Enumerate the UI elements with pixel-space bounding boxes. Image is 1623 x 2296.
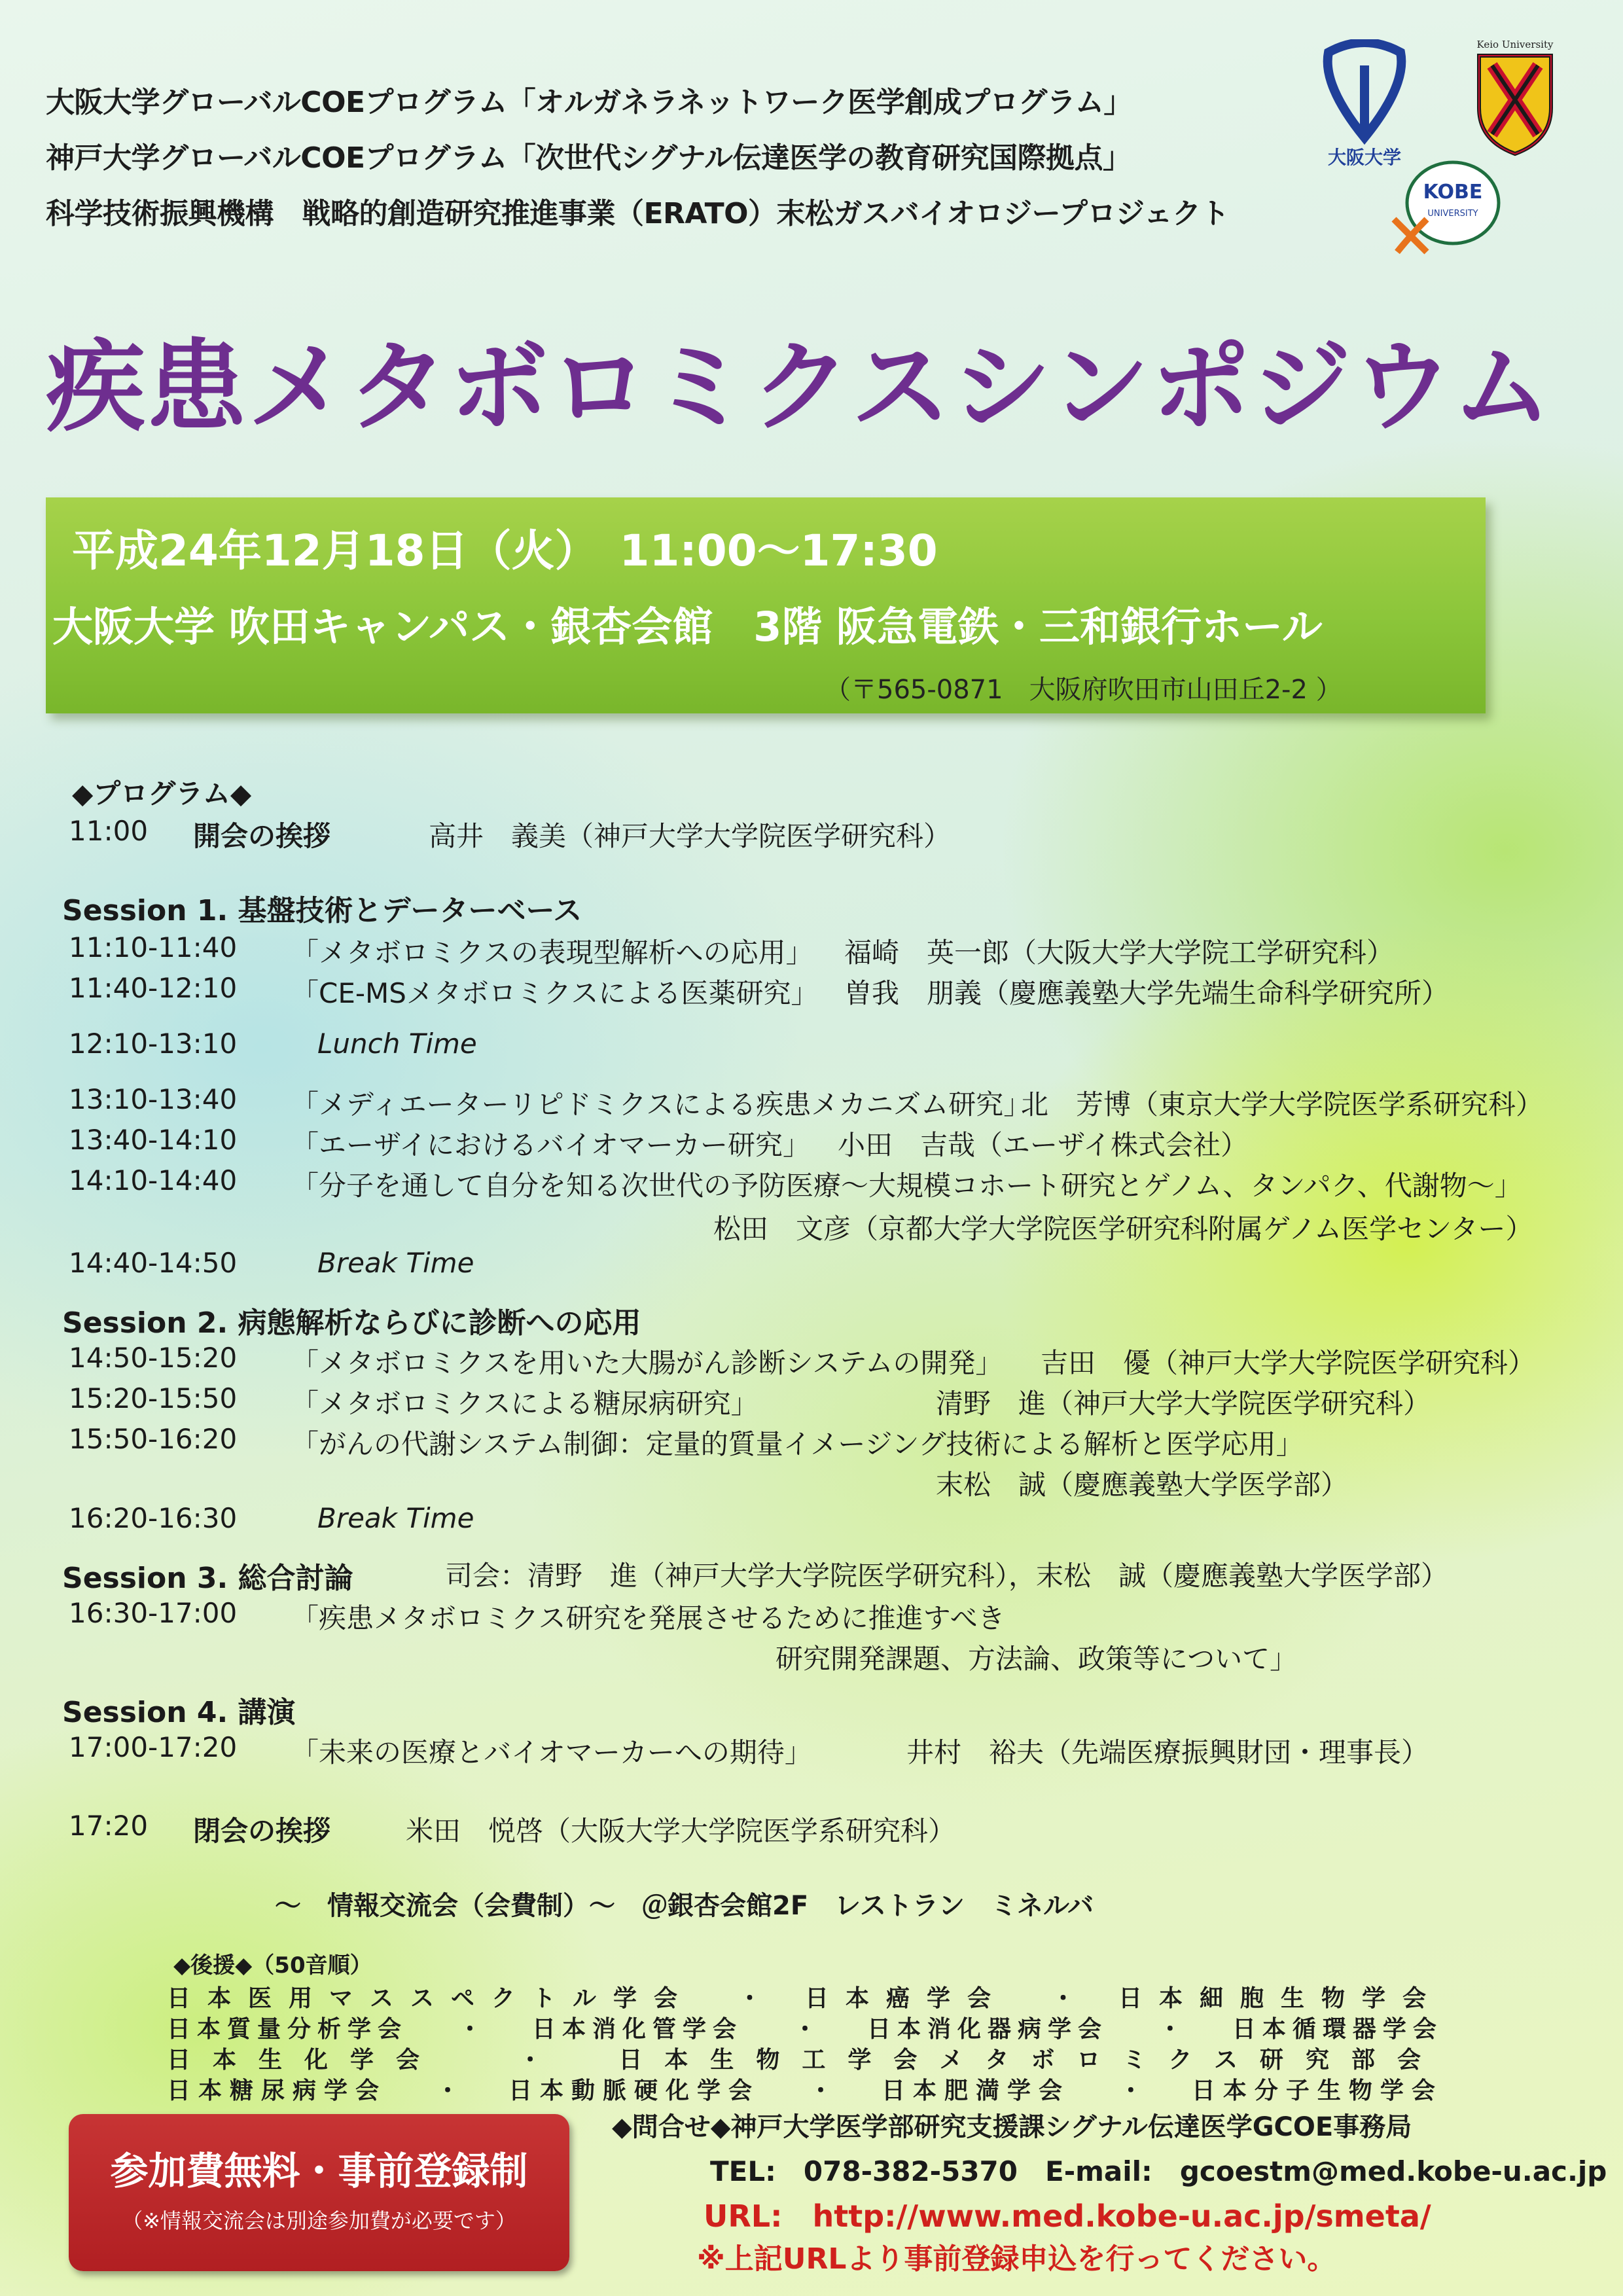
- support-row: 日本質量分析学会 ・ 日本消化管学会 ・ 日本消化器病学会 ・ 日本循環器学会: [167, 2011, 1443, 2044]
- event-date: 平成24年12月18日（火） 11:00～17:30: [72, 526, 938, 576]
- session1-speaker: 小田 吉哉（エーザイ株式会社）: [838, 1129, 1249, 1161]
- session3-time: 16:30-17:00: [69, 1597, 238, 1629]
- supporter: 日本生物工学会メタボロミクス研究部会: [618, 2047, 1443, 2073]
- session4-time: 17:00-17:20: [69, 1731, 238, 1763]
- header-line-osaka: 大阪大学グローバルCOEプログラム「オルガネラネットワーク医学創成プログラム」: [46, 86, 1132, 119]
- support-heading: ◆後援◆（50音順）: [173, 1952, 372, 1979]
- support-row: 日本糖尿病学会 ・ 日本動脈硬化学会 ・ 日本肥満学会 ・ 日本分子生物学会: [167, 2072, 1443, 2106]
- page-title: 疾患メタボロミクスシンポジウム: [46, 329, 1554, 445]
- session2-talk: 「メタボロミクスによる糖尿病研究」: [291, 1388, 758, 1420]
- supporter: 日本医用マススペクトル学会: [167, 1985, 695, 2012]
- session1-talk: 「CE-MSメタボロミクスによる医薬研究」: [291, 977, 819, 1009]
- reception-info: ～ 情報交流会（会費制）～ ＠銀杏会館2F レストラン ミネルバ: [275, 1891, 1094, 1921]
- free-registration-badge: [69, 2114, 569, 2271]
- session1-time: 14:10-14:40: [69, 1164, 238, 1196]
- supporter: 日本動脈硬化学会: [508, 2077, 760, 2104]
- session2-talk: 「がんの代謝システム制御：定量的質量イメージング技術による解析と医学応用」: [291, 1428, 1304, 1460]
- session1-speaker: 曽我 朋義（慶應義塾大学先端生命科学研究所）: [844, 977, 1450, 1009]
- supporter: 日本分子生物学会: [1191, 2077, 1443, 2104]
- session1-speaker: 福崎 英一郎（大阪大学大学院工学研究科）: [844, 937, 1395, 969]
- session2-time: 15:50-16:20: [69, 1423, 238, 1455]
- closing-speaker: 米田 悦啓（大阪大学大学院医学系研究科）: [406, 1815, 956, 1847]
- session2-time: 14:50-15:20: [69, 1342, 238, 1374]
- session2-talk: 「メタボロミクスを用いた大腸がん診断システムの開発」: [291, 1347, 1003, 1379]
- program-heading: ◆プログラム◆: [72, 778, 252, 810]
- supporter: 日本消化管学会: [531, 2016, 743, 2043]
- date-venue-banner: [46, 497, 1486, 713]
- contact-url-link[interactable]: URL: http://www.med.kobe-u.ac.jp/smeta/: [704, 2198, 1431, 2234]
- opening-speaker: 高井 義美（神戸大学大学院医学研究科）: [429, 820, 952, 852]
- break-label: Break Time: [317, 1502, 474, 1534]
- keio-university-logo: [1459, 36, 1571, 160]
- support-row: 日本医用マススペクトル学会 ・ 日本癌学会 ・ 日本細胞生物学会: [167, 1980, 1443, 2013]
- session1-time: 11:40-12:10: [69, 972, 238, 1004]
- support-row: 日本生化学会 ・ 日本生物工学会メタボロミクス研究部会: [167, 2041, 1443, 2075]
- opening-time: 11:00: [69, 815, 149, 847]
- header-line-erato: 科学技術振興機構 戦略的創造研究推進事業（ERATO）末松ガスバイオロジープロジェクト: [46, 197, 1230, 230]
- session1-talk: 「分子を通して自分を知る次世代の予防医療～大規模コホート研究とゲノム、タンパク、代謝物～」: [291, 1170, 1522, 1202]
- session2-speaker: 清野 進（神戸大学大学院医学研究科）: [936, 1388, 1431, 1420]
- closing-label: 閉会の挨拶: [193, 1815, 331, 1847]
- session4-speaker: 井村 裕夫（先端医療振興財団・理事長）: [906, 1736, 1429, 1768]
- supporter: 日本糖尿病学会: [167, 2077, 387, 2104]
- opening-label: 開会の挨拶: [193, 820, 331, 852]
- contact-tel-email[interactable]: TEL: 078-382-5370 E-mail: gcoestm@med.kobe-u.ac.jp: [710, 2155, 1607, 2187]
- registration-instruction: ※上記URLより事前登録申込を行ってください。: [697, 2242, 1336, 2276]
- session3-title: Session 3. 総合討論: [62, 1562, 353, 1595]
- session1-time: 13:40-14:10: [69, 1124, 238, 1156]
- session1-talk: 「エーザイにおけるバイオマーカー研究」: [291, 1129, 810, 1161]
- session2-title: Session 2. 病態解析ならびに診断への応用: [62, 1306, 641, 1340]
- session3-talk: 「疾患メタボロミクス研究を発展させるために推進すべき: [291, 1602, 1005, 1634]
- session1-talk: 「メディエーターリピドミクスによる疾患メカニズム研究」: [291, 1088, 1031, 1121]
- session1-talk: 「メタボロミクスの表現型解析への応用」: [291, 937, 813, 969]
- event-address: （〒565-0871 大阪府吹田市山田丘2-2 ）: [825, 675, 1342, 705]
- lunch-label: Lunch Time: [317, 1028, 477, 1060]
- header-line-kobe: 神戸大学グローバルCOEプログラム「次世代シグナル伝達医学の教育研究国際拠点」: [46, 141, 1132, 175]
- session1-speaker: 松田 文彦（京都大学大学院医学研究科附属ゲノム医学センター）: [713, 1213, 1533, 1245]
- event-venue: 大阪大学 吹田キャンパス・銀杏会館 3階 阪急電鉄・三和銀行ホール: [52, 603, 1323, 651]
- session1-speaker: 北 芳博（東京大学大学院医学系研究科）: [1021, 1088, 1544, 1121]
- registration-main-text: 参加費無料・事前登録制: [110, 2149, 528, 2193]
- session2-speaker: 末松 誠（慶應義塾大学医学部）: [936, 1469, 1349, 1501]
- session3-talk-cont: 研究開発課題、方法論、政策等について」: [776, 1643, 1298, 1675]
- registration-note: （※情報交流会は別途参加費が必要です）: [122, 2208, 516, 2233]
- supporter: 日本質量分析学会: [167, 2016, 408, 2043]
- supporter: 日本癌学会: [804, 1985, 1008, 2012]
- kobe-university-logo: [1381, 154, 1512, 278]
- osaka-logo-label: 大阪大学: [1327, 147, 1402, 168]
- session2-speaker: 吉田 優（神戸大学大学院医学研究科）: [1041, 1347, 1536, 1379]
- supporter: 日本生化学会: [167, 2047, 442, 2073]
- osaka-university-logo: [1315, 39, 1414, 170]
- kobe-logo-sub: UNIVERSITY: [1427, 209, 1478, 219]
- closing-time: 17:20: [69, 1810, 149, 1842]
- session1-time: 11:10-11:40: [69, 931, 238, 963]
- session3-moderator: 司会：清野 進（神戸大学大学院医学研究科），末松 誠（慶應義塾大学医学部）: [445, 1560, 1449, 1592]
- lunch-time: 12:10-13:10: [69, 1028, 238, 1060]
- kobe-logo-label: KOBE: [1423, 181, 1483, 204]
- keio-logo-label: Keio University: [1476, 39, 1554, 50]
- session4-title: Session 4. 講演: [62, 1696, 296, 1729]
- break-label: Break Time: [317, 1247, 474, 1279]
- supporter: 日本肥満学会: [881, 2077, 1070, 2104]
- supporter: 日本消化器病学会: [866, 2016, 1108, 2043]
- session4-talk: 「未来の医療とバイオマーカーへの期待」: [291, 1736, 812, 1768]
- break-time: 14:40-14:50: [69, 1247, 238, 1279]
- session1-title: Session 1. 基盤技術とデーターベース: [62, 894, 582, 927]
- session1-time: 13:10-13:40: [69, 1083, 238, 1115]
- break-time: 16:20-16:30: [69, 1502, 238, 1534]
- contact-heading: ◆問合せ◆神戸大学医学部研究支援課シグナル伝達医学GCOE事務局: [612, 2112, 1412, 2142]
- supporter: 日本細胞生物学会: [1118, 1985, 1443, 2012]
- supporter: 日本循環器学会: [1232, 2016, 1443, 2043]
- session2-time: 15:20-15:50: [69, 1382, 238, 1414]
